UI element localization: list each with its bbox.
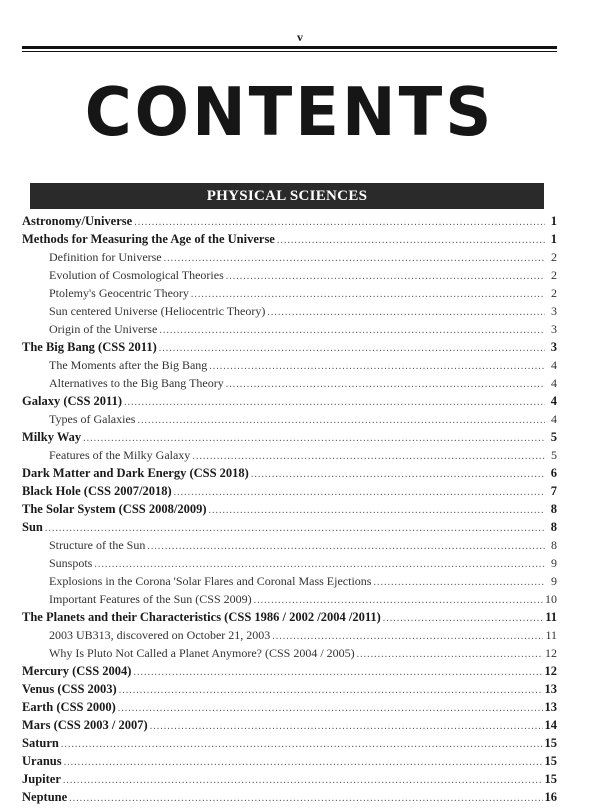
- toc-entry-title: The Planets and their Characteristics (CSS 1986 / 2002 /2004 /2011): [22, 610, 381, 624]
- toc-entry-title: Ptolemy's Geocentric Theory: [49, 286, 189, 300]
- dot-leader: [64, 754, 543, 772]
- toc-entry-page: 11: [545, 628, 557, 642]
- toc-entry-title: Black Hole (CSS 2007/2018): [22, 484, 172, 498]
- toc-subentry[interactable]: [22, 446, 557, 464]
- dot-leader: [251, 466, 545, 484]
- dot-leader: [118, 700, 543, 718]
- toc-entry-page: 1: [550, 232, 557, 246]
- toc-entry-page: 8: [550, 520, 557, 534]
- toc-entry-page: 16: [544, 790, 557, 804]
- dot-leader: [137, 412, 545, 430]
- dot-leader: [119, 682, 543, 700]
- toc-entry-title: The Solar System (CSS 2008/2009): [22, 502, 207, 516]
- dot-leader: [133, 664, 542, 682]
- toc-entry-page: 11: [545, 610, 557, 624]
- toc-entry-page: 14: [544, 718, 557, 732]
- toc-entry[interactable]: [22, 680, 557, 698]
- toc-entry-title: Methods for Measuring the Age of the Universe: [22, 232, 275, 246]
- toc-entry[interactable]: [22, 716, 557, 734]
- toc-entry-title: Mercury (CSS 2004): [22, 664, 132, 678]
- toc-entry-title: Sun centered Universe (Heliocentric Theory): [49, 304, 266, 318]
- toc-entry-page: 9: [551, 574, 557, 588]
- toc-subentry[interactable]: [22, 554, 557, 572]
- dot-leader: [174, 484, 545, 502]
- toc-entry-page: 13: [544, 700, 557, 714]
- dot-leader: [277, 232, 545, 250]
- toc-entry-title: Astronomy/Universe: [22, 214, 133, 228]
- toc-entry-title: Dark Matter and Dark Energy (CSS 2018): [22, 466, 249, 480]
- toc-entry[interactable]: [22, 788, 557, 806]
- toc-entry-page: 2: [551, 286, 557, 300]
- toc-subentry[interactable]: [22, 644, 557, 662]
- toc-entry-title: Venus (CSS 2003): [22, 682, 117, 696]
- toc-entry-title: Sunspots: [49, 556, 93, 570]
- toc-entry-title: Why Is Pluto Not Called a Planet Anymore? (CSS 2004 / 2005): [49, 646, 355, 660]
- page-number: v: [297, 30, 303, 44]
- toc-entry-title: Features of the Milky Galaxy: [49, 448, 191, 462]
- toc-subentry[interactable]: [22, 374, 557, 392]
- dot-leader: [267, 304, 545, 322]
- toc-entry-page: 12: [544, 664, 557, 678]
- dot-leader: [159, 340, 545, 358]
- toc-entry-title: The Big Bang (CSS 2011): [22, 340, 157, 354]
- toc-entry-page: 5: [551, 448, 557, 462]
- toc-entry[interactable]: [22, 428, 557, 446]
- toc-entry-title: Sun: [22, 520, 43, 534]
- toc-subentry[interactable]: [22, 302, 557, 320]
- table-of-contents: [22, 212, 557, 806]
- toc-entry-page: 2: [551, 250, 557, 264]
- dot-leader: [226, 268, 545, 286]
- toc-entry[interactable]: [22, 392, 557, 410]
- toc-entry-page: 15: [544, 754, 557, 768]
- toc-subentry[interactable]: [22, 266, 557, 284]
- dot-leader: [357, 646, 543, 664]
- contents-heading: CONTENTS: [84, 74, 495, 152]
- toc-entry-title: Structure of the Sun: [49, 538, 146, 552]
- toc-entry-title: Alternatives to the Big Bang Theory: [49, 376, 224, 390]
- toc-entry-page: 9: [551, 556, 557, 570]
- toc-entry-title: Galaxy (CSS 2011): [22, 394, 123, 408]
- toc-entry-page: 15: [544, 772, 557, 786]
- dot-leader: [159, 322, 545, 340]
- section-banner: PHYSICAL SCIENCES: [30, 183, 544, 209]
- toc-entry-page: 6: [550, 466, 557, 480]
- toc-entry-title: 2003 UB313, discovered on October 21, 2003: [49, 628, 271, 642]
- toc-entry[interactable]: [22, 482, 557, 500]
- dot-leader: [383, 610, 543, 628]
- toc-entry-title: Mars (CSS 2003 / 2007): [22, 718, 148, 732]
- toc-subentry[interactable]: [22, 248, 557, 266]
- header-rule-thin: [22, 51, 557, 52]
- toc-entry-title: Saturn: [22, 736, 59, 750]
- dot-leader: [150, 718, 543, 736]
- toc-entry[interactable]: [22, 662, 557, 680]
- toc-entry[interactable]: [22, 734, 557, 752]
- toc-entry[interactable]: [22, 212, 557, 230]
- toc-subentry[interactable]: [22, 320, 557, 338]
- toc-entry[interactable]: [22, 464, 557, 482]
- toc-entry-title: The Moments after the Big Bang: [49, 358, 208, 372]
- toc-entry-title: Milky Way: [22, 430, 82, 444]
- toc-entry-title: Explosions in the Corona 'Solar Flares and Coronal Mass Ejections: [49, 574, 372, 588]
- toc-entry-page: 8: [550, 502, 557, 516]
- toc-entry-page: 3: [551, 322, 557, 336]
- toc-entry-page: 3: [550, 340, 557, 354]
- toc-entry-page: 4: [551, 376, 557, 390]
- toc-entry[interactable]: [22, 608, 557, 626]
- toc-entry-title: Earth (CSS 2000): [22, 700, 116, 714]
- toc-entry-title: Important Features of the Sun (CSS 2009): [49, 592, 252, 606]
- toc-entry-page: 1: [550, 214, 557, 228]
- dot-leader: [124, 394, 545, 412]
- toc-entry-page: 4: [551, 412, 557, 426]
- dot-leader: [226, 376, 545, 394]
- toc-entry-title: Origin of the Universe: [49, 322, 158, 336]
- toc-entry[interactable]: [22, 518, 557, 536]
- toc-entry-page: 3: [551, 304, 557, 318]
- header-rule-thick: [22, 46, 557, 49]
- toc-entry-page: 15: [544, 736, 557, 750]
- toc-entry[interactable]: [22, 698, 557, 716]
- toc-entry-title: Neptune: [22, 790, 68, 804]
- dot-leader: [373, 574, 545, 592]
- toc-entry[interactable]: [22, 230, 557, 248]
- toc-entry-page: 5: [550, 430, 557, 444]
- toc-subentry[interactable]: [22, 284, 557, 302]
- toc-subentry[interactable]: [22, 536, 557, 554]
- toc-entry[interactable]: [22, 500, 557, 518]
- toc-entry-title: Evolution of Cosmological Theories: [49, 268, 224, 282]
- toc-entry-page: 7: [550, 484, 557, 498]
- toc-entry[interactable]: [22, 338, 557, 356]
- toc-entry-title: Definition for Universe: [49, 250, 162, 264]
- toc-entry-page: 2: [551, 268, 557, 282]
- dot-leader: [61, 736, 543, 754]
- toc-entry-page: 4: [550, 394, 557, 408]
- toc-subentry[interactable]: [22, 590, 557, 608]
- toc-entry-title: Uranus: [22, 754, 62, 768]
- toc-entry[interactable]: [22, 770, 557, 788]
- toc-entry[interactable]: [22, 752, 557, 770]
- toc-entry-page: 10: [545, 592, 557, 606]
- toc-entry-page: 12: [545, 646, 557, 660]
- toc-entry-title: Types of Galaxies: [49, 412, 136, 426]
- dot-leader: [209, 358, 545, 376]
- toc-subentry[interactable]: [22, 356, 557, 374]
- dot-leader: [209, 502, 545, 520]
- toc-entry-page: 8: [551, 538, 557, 552]
- toc-entry-page: 4: [551, 358, 557, 372]
- dot-leader: [63, 772, 543, 790]
- toc-entry-title: Jupiter: [22, 772, 61, 786]
- toc-entry-page: 13: [544, 682, 557, 696]
- toc-subentry[interactable]: [22, 626, 557, 644]
- dot-leader: [147, 538, 545, 556]
- toc-subentry[interactable]: [22, 410, 557, 428]
- toc-subentry[interactable]: [22, 572, 557, 590]
